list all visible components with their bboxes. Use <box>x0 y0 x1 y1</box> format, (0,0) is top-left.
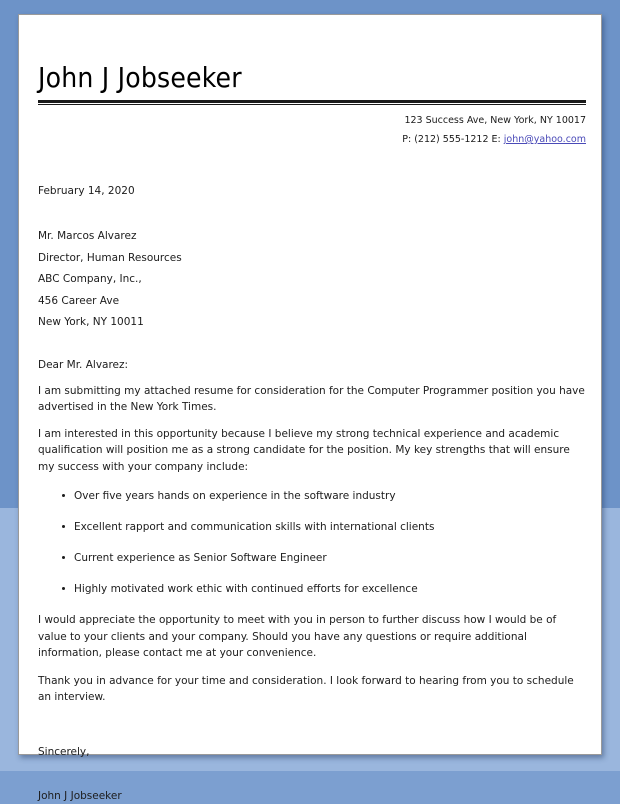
recipient-line: ABC Company, Inc., <box>38 273 142 285</box>
contact-address: 123 Success Ave, New York, NY 10017 <box>404 115 586 126</box>
list-item <box>38 581 586 597</box>
letterhead <box>38 61 586 149</box>
recipient-line: New York, NY 10011 <box>38 316 144 328</box>
body-paragraph-4: Thank you in advance for your time and consideration. I look forward to hearing from you to schedule an interview. <box>38 674 574 703</box>
strengths-list <box>38 488 586 597</box>
recipient-line: Mr. Marcos Alvarez <box>38 230 137 242</box>
bullet-icon <box>62 587 65 590</box>
list-item-label: Current experience as Senior Software Engineer <box>74 552 327 564</box>
list-item-label: Highly motivated work ethic with continued efforts for excellence <box>74 583 418 595</box>
email-link[interactable]: john@yahoo.com <box>503 134 586 145</box>
bullet-icon <box>62 494 65 497</box>
contact-phone-email <box>38 130 586 149</box>
body-paragraph-2: I am interested in this opportunity because I believe my strong technical experience and academic qualification will position me as a strong candidate for the position. My key strengths that will ensure my success with your company include: <box>38 427 570 473</box>
letter-date: February 14, 2020 <box>38 185 135 197</box>
list-item-label: Excellent rapport and communication skills with international clients <box>74 521 435 533</box>
list-item <box>38 519 586 535</box>
letter-body <box>38 183 586 804</box>
recipient-line: 456 Career Ave <box>38 294 120 307</box>
body-paragraph-3: I would appreciate the opportunity to meet with you in person to further discuss how I would be of value to your clients and your company. Should you have any questions or require additional information, please contact me at your convenience. <box>38 614 557 659</box>
salutation: Dear Mr. Alvarez: <box>38 358 129 371</box>
list-item-label: Over five years hands on experience in the software industry <box>74 490 396 502</box>
bullet-icon <box>62 556 65 559</box>
letterhead-divider <box>38 100 586 105</box>
recipient-line: Director, Human Resources <box>38 251 182 264</box>
list-item <box>38 488 586 504</box>
page-content-area <box>38 15 586 802</box>
body-paragraph-1: I am submitting my attached resume for consideration for the Computer Programmer position you have advertised in the New York Times. <box>38 384 585 413</box>
page-title: John J Jobseeker <box>38 61 242 94</box>
document-page <box>18 14 602 802</box>
signature-name: John J Jobseeker <box>38 789 122 802</box>
contact-phone-label: P: (212) 555-1212 E: <box>402 134 504 145</box>
bullet-icon <box>62 525 65 528</box>
list-item <box>38 550 586 566</box>
recipient-address-block <box>38 226 586 334</box>
signoff: Sincerely, <box>38 745 90 758</box>
